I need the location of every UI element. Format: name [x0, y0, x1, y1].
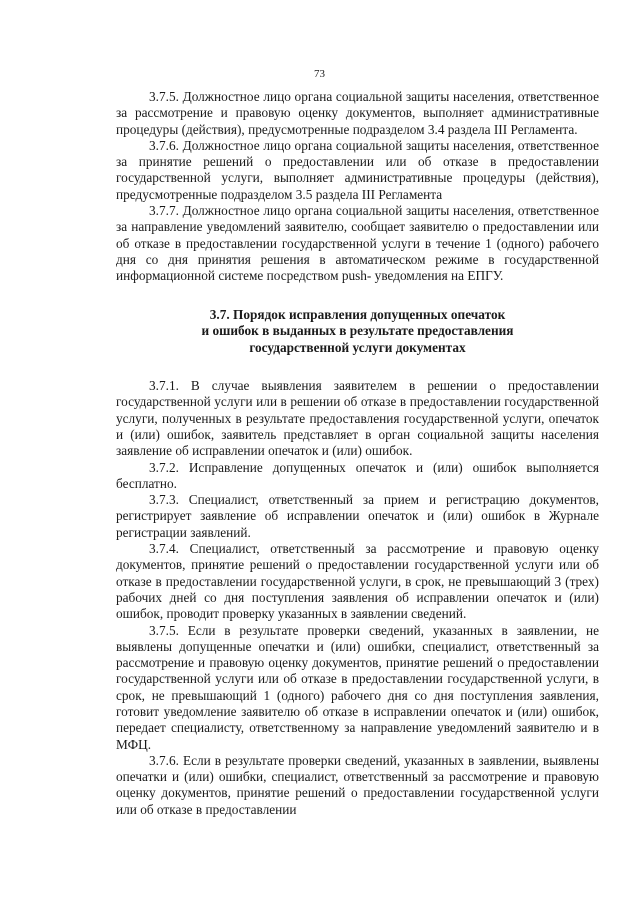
paragraph-3-7-3: 3.7.3. Специалист, ответственный за прием и регистрацию документов, регистрирует заявление об исправлении опечаток и (или) ошибок в Журнале регистрации заявлений. [116, 492, 599, 540]
page-number: 73 [314, 68, 325, 80]
heading-line-1: 3.7. Порядок исправления допущенных опечаток [209, 306, 506, 322]
paragraph-3-7-2: 3.7.2. Исправление допущенных опечаток и (или) ошибок выполняется бесплатно. [116, 459, 599, 491]
document-body [116, 89, 599, 818]
heading-line-3: государственной услуги документах [249, 339, 466, 355]
heading-line-2: и ошибок в выданных в результате предоставления [201, 323, 514, 339]
paragraph-3-7-6: 3.7.6. Должностное лицо органа социальной защиты населения, ответственное за принятие решений о предоставлении или об отказе в предоставлении государственной услуги, выполняет административные процедуры (действия), предусмотренные подразделом 3.5 раздела III Регламента [116, 137, 599, 202]
paragraph-3-7-6-b: 3.7.6. Если в результате проверки сведений, указанных в заявлении, выявлены опечатки и (или) ошибки, специалист, ответственный за рассмотрение и правовую оценку документов, принятие решений о предоставлении государственной услуги или об отказе в предоставлении [116, 752, 599, 817]
paragraph-3-7-7: 3.7.7. Должностное лицо органа социальной защиты населения, ответственное за направление уведомлений заявителю, сообщает заявителю о предоставлении или об отказе в предоставлении государственной услуги в течение 1 (одного) рабочего дня со дня принятия решения в автоматическом режиме в государственной информационной системе посредством push- уведомления на ЕПГУ. [116, 203, 599, 284]
paragraph-3-7-1: 3.7.1. В случае выявления заявителем в решении о предоставлении государственной услуги или в решении об отказе в предоставлении государственной услуги, полученных в результате предоставления государственной услуги, опечаток и (или) ошибок, заявитель представляет в орган социальной защиты населения заявление об исправлении опечаток и (или) ошибок. [116, 378, 599, 459]
paragraph-3-7-5-b: 3.7.5. Если в результате проверки сведений, указанных в заявлении, не выявлены допущенные опечатки и (или) ошибки, специалист, ответственный за рассмотрение и правовую оценку документов, принятие решений о предоставлении государственной услуги или об отказе в предоставлении государственной услуги, в срок, не превышающий 1 (одного) рабочего дня со дня поступления заявления, готовит уведомление заявителю об отказе в исправлении опечаток и (или) ошибок, передает специалисту, ответственному за направление уведомлений заявителю и в МФЦ. [116, 622, 599, 752]
paragraph-3-7-4: 3.7.4. Специалист, ответственный за рассмотрение и правовую оценку документов, принятие решений о предоставлении государственной услуги или об отказе в предоставлении государственной услуги, в срок, не превышающий 3 (трех) рабочих дней со дня поступления заявления об исправлении опечаток и (или) ошибок, проводит проверку указанных в заявлении сведений. [116, 541, 599, 622]
section-heading [116, 307, 599, 357]
paragraph-3-7-5: 3.7.5. Должностное лицо органа социальной защиты населения, ответственное за рассмотрение и правовую оценку документов, выполняет административные процедуры (действия), предусмотренные подразделом 3.4 раздела III Регламента. [116, 89, 599, 137]
